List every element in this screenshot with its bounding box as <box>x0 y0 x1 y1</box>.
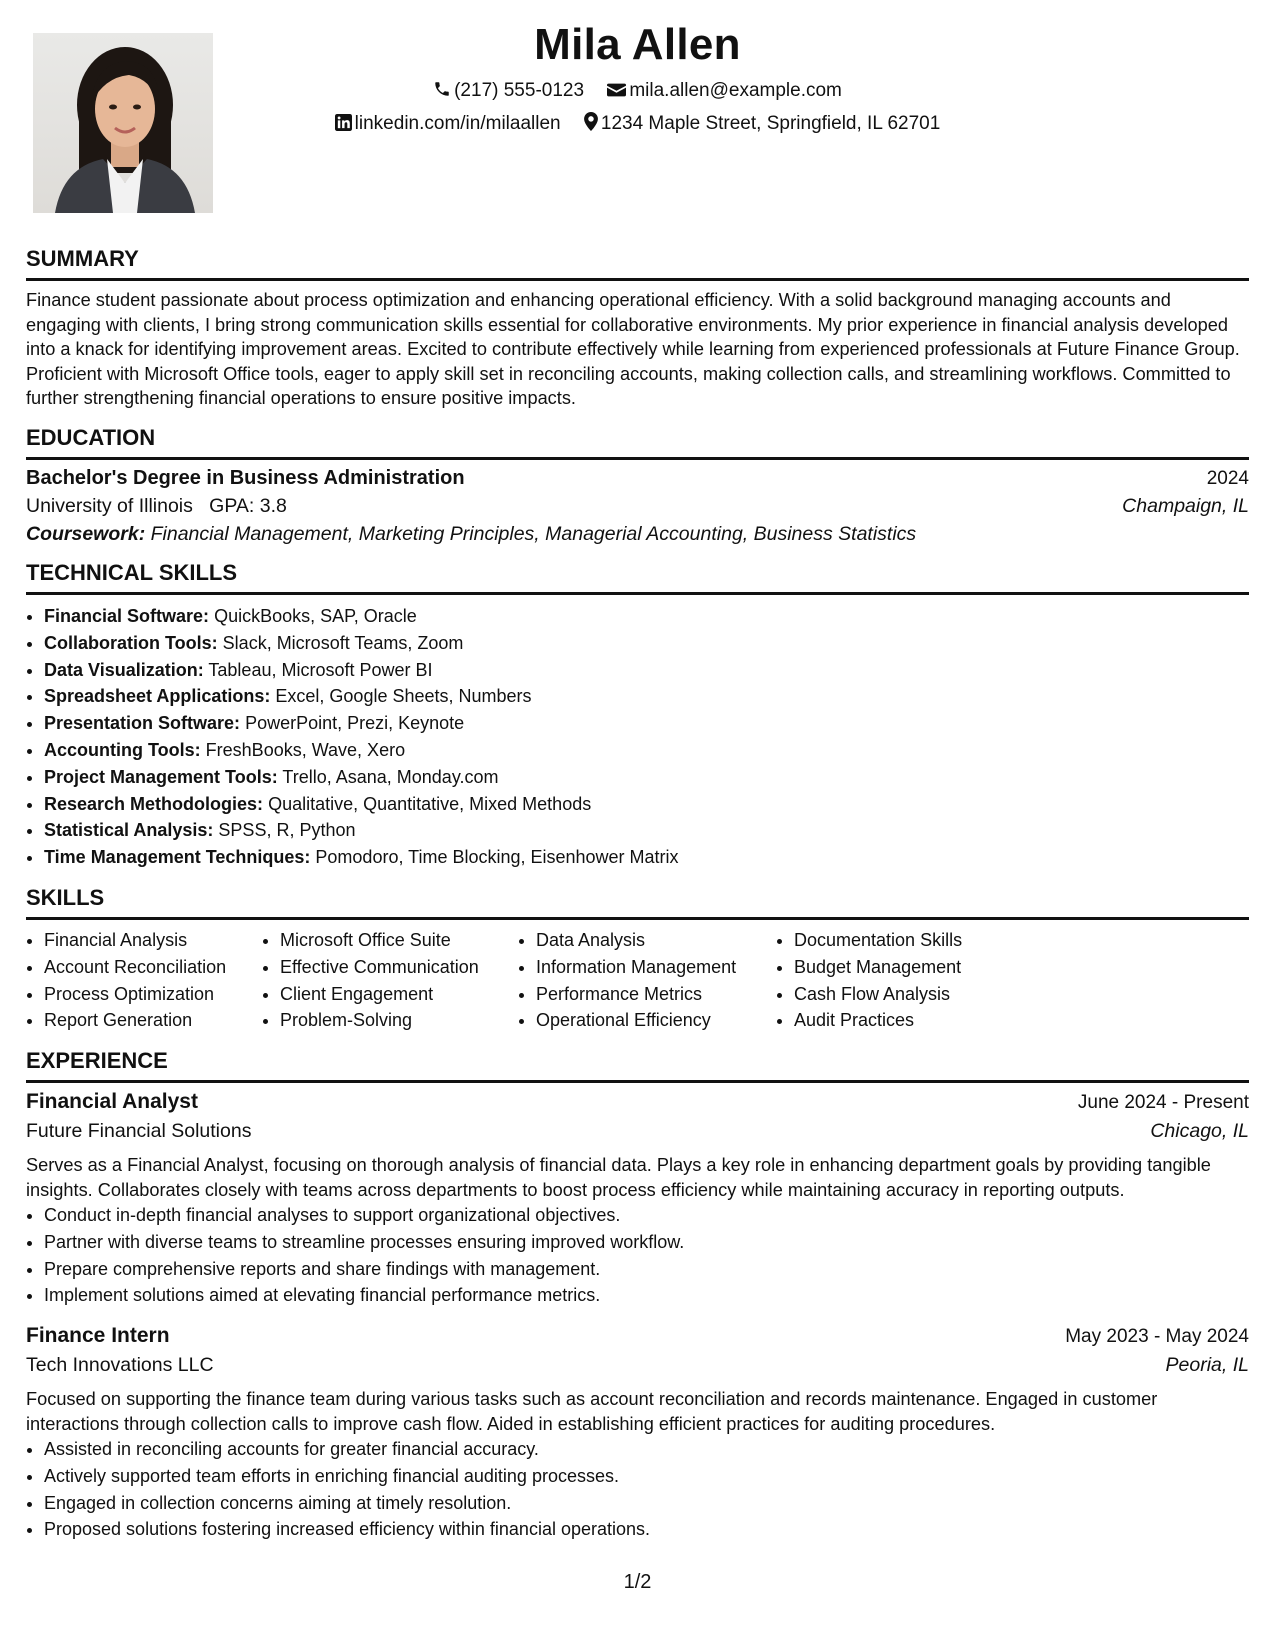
list-item: • Budget Management <box>794 954 1034 981</box>
email-text[interactable]: mila.allen@example.com <box>629 80 842 101</box>
graduation-year: 2024 <box>1206 467 1249 489</box>
job-company: Tech Innovations LLC <box>26 1354 214 1377</box>
skills-column-1 <box>26 927 262 1034</box>
job-dates: June 2024 - Present <box>1077 1092 1249 1114</box>
address-text: 1234 Maple Street, Springfield, IL 62701 <box>600 113 941 134</box>
list-item: • Process Optimization <box>44 981 262 1008</box>
map-pin-icon <box>584 112 598 131</box>
job-company-row <box>26 1354 1249 1377</box>
phone-contact <box>433 80 584 102</box>
job-dates: May 2023 - May 2024 <box>1065 1326 1249 1348</box>
list-item: • Documentation Skills <box>794 927 1034 954</box>
contact-line-1 <box>0 80 1275 102</box>
list-item: • Financial Analysis <box>44 927 262 954</box>
summary-section <box>26 246 1249 411</box>
job-location: Peoria, IL <box>1165 1354 1249 1377</box>
skills-heading: SKILLS <box>26 885 1249 920</box>
list-item: • Client Engagement <box>280 981 518 1008</box>
technical-skills-list <box>26 603 1249 871</box>
job-title-row <box>26 1324 1249 1348</box>
skills-grid <box>26 927 1249 1034</box>
skill-value: Pomodoro, Time Blocking, Eisenhower Matrix <box>315 847 679 868</box>
skill-label: Data Visualization: <box>44 659 204 680</box>
job-summary: Focused on supporting the finance team during various tasks such as account reconciliation and records maintenance. Engaged in customer interactions through collection calls to improve cash flow. Aided in establishing efficient practices for auditing procedures. <box>26 1389 1158 1434</box>
education-school-row <box>26 495 1249 518</box>
envelope-icon <box>607 82 626 98</box>
skill-label: Statistical Analysis: <box>44 820 214 841</box>
list-item: • Implement solutions aimed at elevating financial performance metrics. <box>44 1282 1249 1309</box>
skills-column-3 <box>518 927 776 1034</box>
phone-text: (217) 555-0123 <box>454 80 585 101</box>
experience-section <box>26 1048 1249 1543</box>
list-item: • Account Reconciliation <box>44 954 262 981</box>
list-item <box>44 737 1249 764</box>
linkedin-contact[interactable] <box>335 113 561 135</box>
technical-skills-heading: TECHNICAL SKILLS <box>26 560 1249 595</box>
skill-value: Trello, Asana, Monday.com <box>282 766 499 787</box>
skill-value: Qualitative, Quantitative, Mixed Methods <box>268 793 592 814</box>
list-item: • Engaged in collection concerns aiming at timely resolution. <box>44 1490 1249 1517</box>
summary-heading: SUMMARY <box>26 246 1249 281</box>
degree-title: Bachelor's Degree in Business Administration <box>26 466 465 489</box>
contact-line-2 <box>0 112 1275 135</box>
linkedin-text[interactable]: linkedin.com/in/milaallen <box>354 113 561 134</box>
coursework-list: Financial Management, Marketing Principles, Managerial Accounting, Business Statistics <box>150 522 917 545</box>
list-item <box>44 817 1249 844</box>
experience-heading: EXPERIENCE <box>26 1048 1249 1083</box>
list-item: • Assisted in reconciling accounts for greater financial accuracy. <box>44 1436 1249 1463</box>
skills-column-4 <box>776 927 1034 1034</box>
job-title: Financial Analyst <box>26 1090 198 1114</box>
skill-label: Presentation Software: <box>44 713 241 734</box>
skills-column-2 <box>262 927 518 1034</box>
school-info <box>26 495 287 518</box>
school-name: University of Illinois <box>26 494 193 517</box>
job-company-row <box>26 1120 1249 1143</box>
job-bullets <box>26 1436 1249 1543</box>
list-item: • Effective Communication <box>280 954 518 981</box>
list-item: • Information Management <box>536 954 776 981</box>
job-title: Finance Intern <box>26 1324 170 1348</box>
list-item: • Report Generation <box>44 1007 262 1034</box>
list-item: • Actively supported team efforts in enriching financial auditing processes. <box>44 1463 1249 1490</box>
list-item: • Microsoft Office Suite <box>280 927 518 954</box>
resume-content <box>26 246 1249 1557</box>
list-item: • Proposed solutions fostering increased efficiency within financial operations. <box>44 1516 1249 1543</box>
skill-label: Spreadsheet Applications: <box>44 686 271 707</box>
list-item: • Prepare comprehensive reports and share findings with management. <box>44 1256 1249 1283</box>
candidate-name: Mila Allen <box>534 20 741 69</box>
phone-icon <box>433 80 451 98</box>
list-item <box>44 657 1249 684</box>
address-contact <box>584 112 940 135</box>
list-item: • Operational Efficiency <box>536 1007 776 1034</box>
job-entry <box>26 1324 1249 1543</box>
list-item <box>44 683 1249 710</box>
education-heading: EDUCATION <box>26 425 1249 460</box>
summary-text: Finance student passionate about process optimization and enhancing operational efficiency. With a solid background managing accounts and engaging with clients, I bring strong communication skills essential for collaborative environments. My prior experience in financial analysis developed into a knack for identifying improvement areas. Excited to contribute effectively while learning from experienced professionals at Future Finance Group. Proficient with Microsoft Office tools, eager to apply skill set in reconciling accounts, making collection calls, and streamlining workflows. Committed to further strengthening financial operations to ensure positive impacts. <box>26 290 1240 409</box>
coursework-label: Coursework: <box>26 522 146 545</box>
skill-value: FreshBooks, Wave, Xero <box>205 739 406 760</box>
skill-value: QuickBooks, SAP, Oracle <box>214 605 417 626</box>
job-title-row <box>26 1090 1249 1114</box>
email-contact[interactable] <box>607 80 842 102</box>
education-degree-row <box>26 467 1249 490</box>
skill-value: PowerPoint, Prezi, Keynote <box>245 713 465 734</box>
list-item <box>44 630 1249 657</box>
job-summary: Serves as a Financial Analyst, focusing on thorough analysis of financial data. Plays a key role in enhancing department goals by providing tangible insights. Collaborates closely with teams across departments to boost process efficiency while maintaining accuracy in reporting outputs. <box>26 1155 1211 1200</box>
skill-value: Slack, Microsoft Teams, Zoom <box>222 632 464 653</box>
list-item: • Problem-Solving <box>280 1007 518 1034</box>
skill-value: Tableau, Microsoft Power BI <box>208 659 433 680</box>
skill-label: Project Management Tools: <box>44 766 278 787</box>
skill-value: SPSS, R, Python <box>218 820 356 841</box>
education-section <box>26 425 1249 546</box>
skill-label: Financial Software: <box>44 605 210 626</box>
coursework-line <box>26 523 1249 546</box>
list-item: • Audit Practices <box>794 1007 1034 1034</box>
list-item: • Performance Metrics <box>536 981 776 1008</box>
technical-skills-section <box>26 560 1249 871</box>
school-location: Champaign, IL <box>1122 494 1249 517</box>
list-item <box>44 764 1249 791</box>
skills-section <box>26 885 1249 1034</box>
list-item: • Partner with diverse teams to streamline processes ensuring improved workflow. <box>44 1229 1249 1256</box>
skill-label: Time Management Techniques: <box>44 847 311 868</box>
gpa: GPA: 3.8 <box>209 494 287 517</box>
list-item <box>44 791 1249 818</box>
page-number: 1/2 <box>623 1571 652 1593</box>
list-item: • Conduct in-depth financial analyses to support organizational objectives. <box>44 1202 1249 1229</box>
list-item: • Data Analysis <box>536 927 776 954</box>
list-item <box>44 844 1249 871</box>
skill-label: Accounting Tools: <box>44 739 201 760</box>
job-entry <box>26 1090 1249 1309</box>
skill-value: Excel, Google Sheets, Numbers <box>275 686 532 707</box>
list-item: • Cash Flow Analysis <box>794 981 1034 1008</box>
job-location: Chicago, IL <box>1150 1120 1249 1143</box>
skill-label: Research Methodologies: <box>44 793 264 814</box>
linkedin-icon <box>335 114 352 131</box>
list-item <box>44 710 1249 737</box>
job-company: Future Financial Solutions <box>26 1120 252 1143</box>
list-item <box>44 603 1249 630</box>
job-bullets <box>26 1202 1249 1309</box>
skill-label: Collaboration Tools: <box>44 632 218 653</box>
